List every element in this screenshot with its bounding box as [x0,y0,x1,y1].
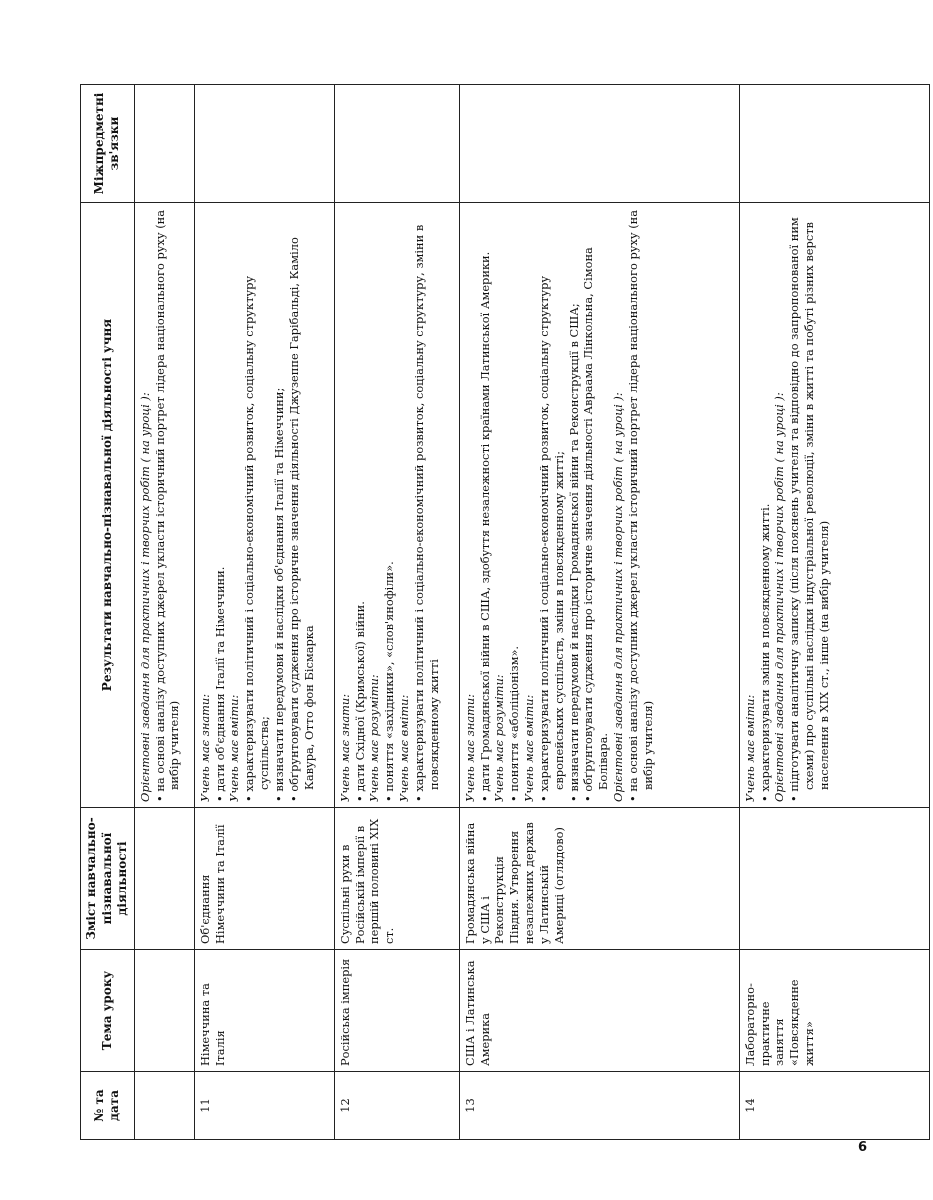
table-row [739,85,929,1140]
cell-content: Суспільні рухи в Російській імперії в першій половині ХІХ ст. [334,808,459,950]
result-bullet: • на основі аналізу доступних джерел укласти історичний портрет лідера національного руху (на вибір учителя) [626,208,656,802]
result-bullet: • визначати передумови й наслідки об'єднання Італії та Німеччини; [272,208,287,802]
header-topic: Тема уроку [81,950,135,1072]
result-heading: Учень має розуміти: [367,674,382,802]
header-content: Зміст навчально-пізнавальної діяльності [81,808,135,950]
result-bullet: • поняття «аболіціонізм». [507,208,522,802]
result-heading: Учень має знати: [462,693,477,802]
cell-links [459,85,739,203]
result-bullet: • характеризувати політичний і соціально-економічний розвиток, соціальну структуру європейських суспільств, зміни в повсякденному житті; [537,208,567,802]
page-number: 6 [858,1140,868,1155]
result-bullet: • дати Східної (Кримської) війни. [353,208,368,802]
result-heading: Орієнтовні завдання для практичних і творчих робіт ( на уроці ): [772,392,787,802]
table-row [459,85,739,1140]
cell-results [194,203,334,808]
cell-topic: Лабораторно-практичне заняття «Повсякденне життя» [739,950,929,1072]
table-row [194,85,334,1140]
result-bullet: • дати Громадянської війни в США, здобуття незалежності країнами Латинської Америки. [478,208,493,802]
cell-results [134,203,194,808]
cell-content: Громадянська війна у США і Реконструкція Півдня. Утворення незалежних держав у Латинській Америці (оглядово) [459,808,739,950]
cell-links [334,85,459,203]
table-row [134,85,194,1140]
cell-content: Об'єднання Німеччини та Італії [194,808,334,950]
result-bullet: • обґрунтовувати судження про історичне значення діяльності Джузеппе Гарібальді, Каміло Кавура, Отто фон Бісмарка [287,208,317,802]
cell-num: 12 [334,1072,459,1140]
table-row [334,85,459,1140]
result-heading: Учень має вміти: [397,694,412,802]
result-bullet: • підготувати аналітичну записку (після пояснень учителя та відповідно до запропонованої ним схеми) про суспільні наслідки індустріальної революції, зміни в житті та побуті різних верств населення в ХІХ ст., інше (на вибір учителя) [787,208,831,802]
result-heading: Учень має вміти: [742,694,757,802]
result-bullet: • на основі аналізу доступних джерел укласти історичний портрет лідера національного руху (на вибір учителя) [153,208,183,802]
cell-topic: Російська імперія [334,950,459,1072]
result-heading: Учень має розуміти: [492,674,507,802]
cell-num: 11 [194,1072,334,1140]
result-bullet: • дати об'єднання Італії та Німеччини. [213,208,228,802]
cell-links [194,85,334,203]
result-bullet: • визначати передумови й наслідки Громадянської війни та Реконструкції в США; [567,208,582,802]
result-heading: Орієнтовні завдання для практичних і творчих робіт ( на уроці ): [137,392,152,802]
rotated-table-wrapper [80,85,870,1140]
cell-topic: Німеччина та Італія [194,950,334,1072]
result-bullet: • характеризувати зміни в повсякденному житті. [758,208,773,802]
curriculum-table [80,84,930,1140]
header-row [81,85,135,1140]
result-heading: Учень має вміти: [227,694,242,802]
cell-topic: США і Латинська Америка [459,950,739,1072]
cell-num: 14 [739,1072,929,1140]
cell-links [739,85,929,203]
cell-links [134,85,194,203]
cell-topic [134,950,194,1072]
result-heading: Учень має знати: [197,693,212,802]
table-body [134,85,929,1140]
cell-results [334,203,459,808]
result-bullet: • обґрунтовувати судження про історичне значення діяльності Авраама Лінкольна, Сімона Болівара. [581,208,611,802]
cell-num [134,1072,194,1140]
header-num: № та дата [81,1072,135,1140]
result-bullet: • поняття «західники», «слов'янофіли». [382,208,397,802]
cell-content [134,808,194,950]
cell-num: 13 [459,1072,739,1140]
header-results: Результати навчально-пізнавальної діяльності учня [81,203,135,808]
header-links: Міжпредметні зв'язки [81,85,135,203]
result-bullet: • характеризувати політичний і соціально-економічний розвиток, соціальну структуру, зміни в повсякденному житті [412,208,442,802]
result-heading: Учень має знати: [337,693,352,802]
result-heading: Учень має вміти: [522,694,537,802]
cell-results [739,203,929,808]
result-heading: Орієнтовні завдання для практичних і творчих робіт ( на уроці ): [611,392,626,802]
result-bullet: • характеризувати політичний і соціально-економічний розвиток, соціальну структуру суспільства; [242,208,272,802]
cell-content [739,808,929,950]
cell-results [459,203,739,808]
